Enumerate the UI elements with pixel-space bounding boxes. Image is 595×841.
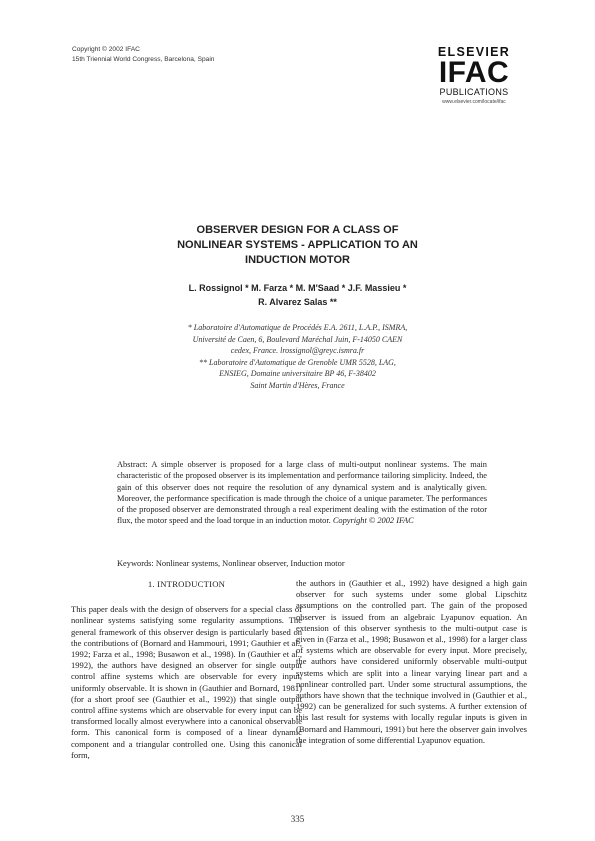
authors-line: L. Rossignol * M. Farza * M. M'Saad * J.F. Massieu *	[188, 283, 407, 293]
affiliation-line: ENSIEG, Domaine universitaire BP 46, F-38402	[219, 369, 376, 378]
ifac-wordmark: IFAC	[438, 56, 510, 89]
publisher-url: www.elsevier.com/locate/ifac	[442, 99, 506, 105]
title-line: INDUCTION MOTOR	[245, 254, 350, 266]
title-line: OBSERVER DESIGN FOR A CLASS OF	[196, 224, 399, 236]
authors-line: R. Alvarez Salas **	[258, 296, 337, 307]
abstract-text: A simple observer is proposed for a large class of multi-output nonlinear systems. The main characteristic of the proposed observer is its implementation and performance tailoring simplicity. Indeed, the gain of this observer does not require the resolution of any dynamical system and is analytically given. Moreover, the performance specification is made through the choice of a unique parameter. The performances of the proposed observer are demonstrated through a real experiment dealing with the estimation of the rotor flux, the motor speed and the load torque in an induction motor.	[117, 460, 487, 526]
abstract-copyright: Copyright © 2002 IFAC	[332, 516, 414, 526]
introduction-paragraph: This paper deals with the design of observers for a special class of nonlinear systems satisfying some regularity assumptions. The general framework of this observer design is particularly based on the contributions of (Bornard and Hammouri, 1991; Gauthier et al., 1992; Farza et al., 1998; Busawon et al., 1998). In (Gauthier et al., 1992), the authors have designed an observer for single output control affine systems which are observable for every input, uniformly observable. It is shown in (Gauthier and Bornard, 1981) (for a short proof see (Gauthier et al., 1992)) that single output control affine systems which are observable for every input can be transformed locally almost everywhere into a canonical observable form. This canonical form is composed of a linear dynamic component and a triangular controlled one. Using this canonical form,	[71, 604, 302, 760]
affiliation-line: Université de Caen, 6, Boulevard Maréchal Juin, F-14050 CAEN	[192, 334, 403, 344]
elsevier-wordmark: ELSEVIER	[437, 45, 511, 59]
affiliation-line: Saint Martin d'Hères, France	[250, 380, 345, 390]
copyright-notice	[72, 45, 214, 65]
publisher-logo	[418, 45, 530, 106]
affiliation-line: ** Laboratoire d'Automatique de Grenoble UMR 5528, LAG,	[199, 357, 396, 367]
abstract-label: Abstract:	[117, 460, 148, 469]
right-column	[296, 578, 527, 746]
affiliation-line: cedex, France. lrossignol@greyc.ismra.fr	[230, 346, 365, 355]
publications-wordmark: PUBLICATIONS	[439, 87, 509, 97]
affiliation-line: * Laboratoire d'Automatique de Procédés E.A. 2611, L.A.P., ISMRA,	[187, 323, 408, 332]
affiliations	[130, 322, 465, 391]
author-list	[120, 282, 475, 309]
left-column	[71, 578, 302, 761]
page-number: 335	[290, 814, 305, 824]
keywords	[117, 558, 487, 569]
abstract	[117, 459, 487, 527]
introduction-paragraph-continued: the authors in (Gauthier et al., 1992) have designed a high gain observer for such systems under some global Lipschitz assumptions on the controlled part. The gain of the proposed observer is issued from an algebraic Lyapunov equation. An extension of this observer synthesis to the multi-output case is given in (Farza et al., 1998; Busawon et al., 1998) for a larger class of systems which are observable for every input. More precisely, the authors have considered uniformly observable multi-output systems which are split into a linear varying linear part and a nonlinear controlled part. Under some structural assumptions, the authors have shown that the technique involved in (Gauthier et al., 1992) can be generalized for such systems. A further extension of this last result for systems with locally regular inputs is given in (Bornard and Hammouri, 1991) but here the observer gain involves the integration of some differential Lyapunov equation.	[296, 578, 527, 745]
keywords-label: Keywords:	[117, 559, 154, 568]
conference-line: 15th Triennial World Congress, Barcelona, Spain	[72, 56, 215, 63]
copyright-line: Copyright © 2002 IFAC	[72, 46, 140, 53]
section-heading-introduction: 1. INTRODUCTION	[147, 579, 226, 589]
title-line: NONLINEAR SYSTEMS - APPLICATION TO AN	[177, 239, 418, 251]
keywords-text: Nonlinear systems, Nonlinear observer, Induction motor	[153, 559, 345, 568]
paper-title	[110, 223, 485, 268]
